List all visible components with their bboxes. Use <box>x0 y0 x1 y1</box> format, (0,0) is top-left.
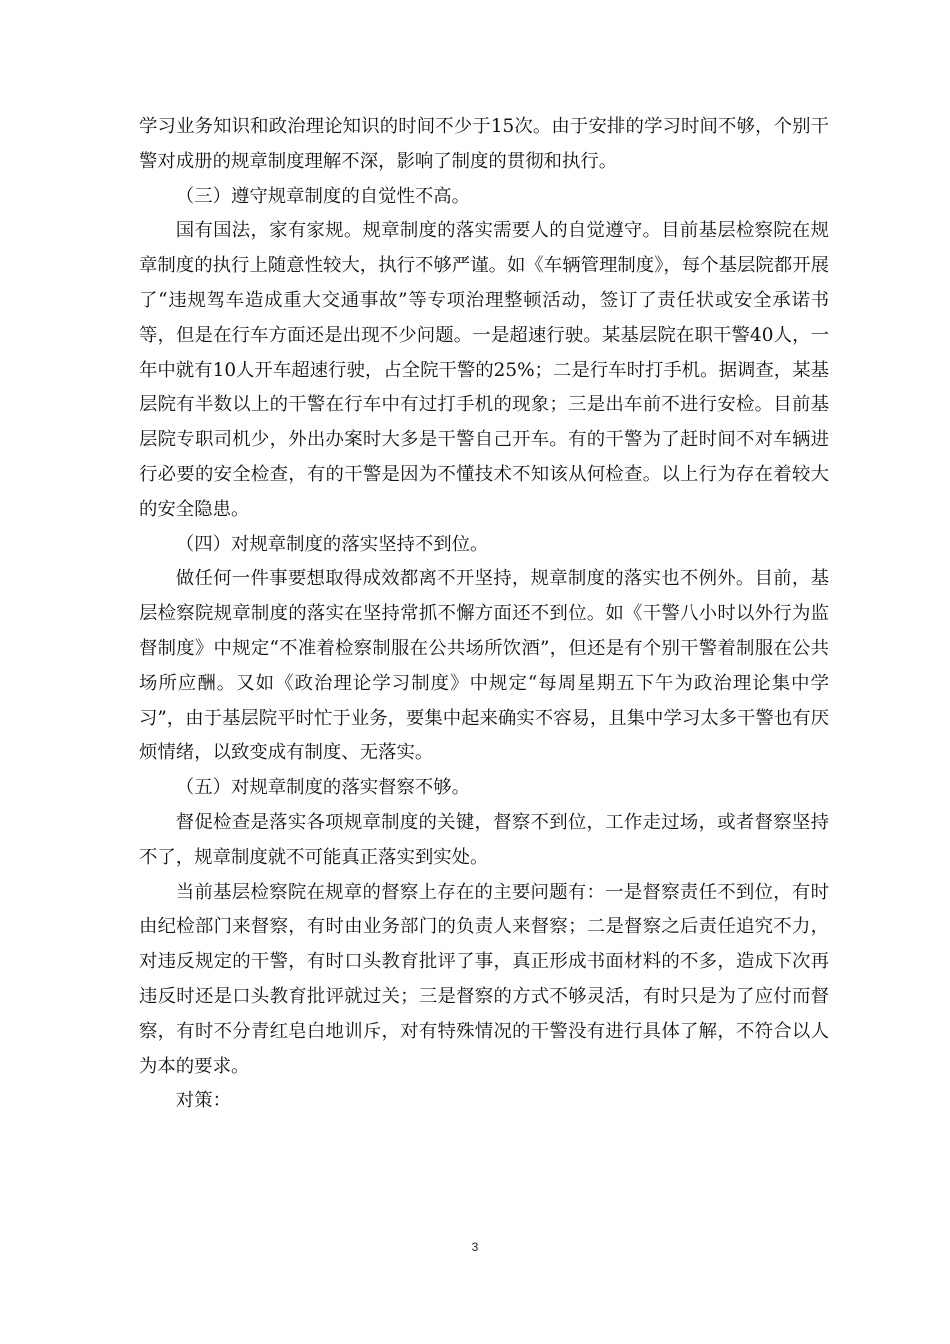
paragraph: 当前基层检察院在规章的督察上存在的主要问题有：一是督察责任不到位，有时由纪检部门来督察，有时由业务部门的负责人来督察；二是督察之后责任追究不力，对违反规定的干警，有时口头教育批评了事，真正形成书面材料的不多，造成下次再违反时还是口头教育批评就过关；三是督察的方式不够灵活，有时只是为了应付而督察，有时不分青红皂白地训斥，对有特殊情况的干警没有进行具体了解，不符合以人为本的要求。 <box>139 881 829 1077</box>
paragraph: 督促检查是落实各项规章制度的关键，督察不到位，工作走过场，或者督察坚持不了，规章制度就不可能真正落实到实处。 <box>139 811 829 868</box>
document-body <box>139 110 829 1119</box>
section-heading-4: （四）对规章制度的落实坚持不到位。 <box>175 533 489 555</box>
paragraph: 国有国法，家有家规。规章制度的落实需要人的自觉遵守。目前基层检察院在规章制度的执行上随意性较大，执行不够严谨。如《车辆管理制度》，每个基层院都开展了“违规驾车造成重大交通事故”等专项治理整顿活动，签订了责任状或安全承诺书等，但是在行车方面还是出现不少问题。一是超速行驶。某基层院在职干警40人，一年中就有10人开车超速行驶，占全院干警的25%；二是行车时打手机。据调查，某基层院有半数以上的干警在行车中有过打手机的现象；三是出车前不进行安检。目前基层院专职司机少，外出办案时大多是干警自己开车。有的干警为了赶时间不对车辆进行必要的安全检查，有的干警是因为不懂技术不知该从何检查。以上行为存在着较大的安全隐患。 <box>139 220 829 520</box>
page-number: 3 <box>471 1240 479 1254</box>
paragraph-continued: 学习业务知识和政治理论知识的时间不少于15次。由于安排的学习时间不够，个别干警对成册的规章制度理解不深，影响了制度的贯彻和执行。 <box>139 116 829 172</box>
section-heading-5: （五）对规章制度的落实督察不够。 <box>175 777 471 799</box>
paragraph: 对策： <box>175 1090 231 1112</box>
paragraph: 做任何一件事要想取得成效都离不开坚持，规章制度的落实也不例外。目前，基层检察院规章制度的落实在坚持常抓不懈方面还不到位。如《干警八小时以外行为监督制度》中规定“不准着检察制服在公共场所饮酒”，但还是有个别干警着制服在公共场所应酬。又如《政治理论学习制度》中规定“每周星期五下午为政治理论集中学习”，由于基层院平时忙于业务，要集中起来确实不容易，且集中学习太多干警也有厌烦情绪，以致变成有制度、无落实。 <box>139 568 829 764</box>
section-heading-3: （三）遵守规章制度的自觉性不高。 <box>175 185 471 207</box>
